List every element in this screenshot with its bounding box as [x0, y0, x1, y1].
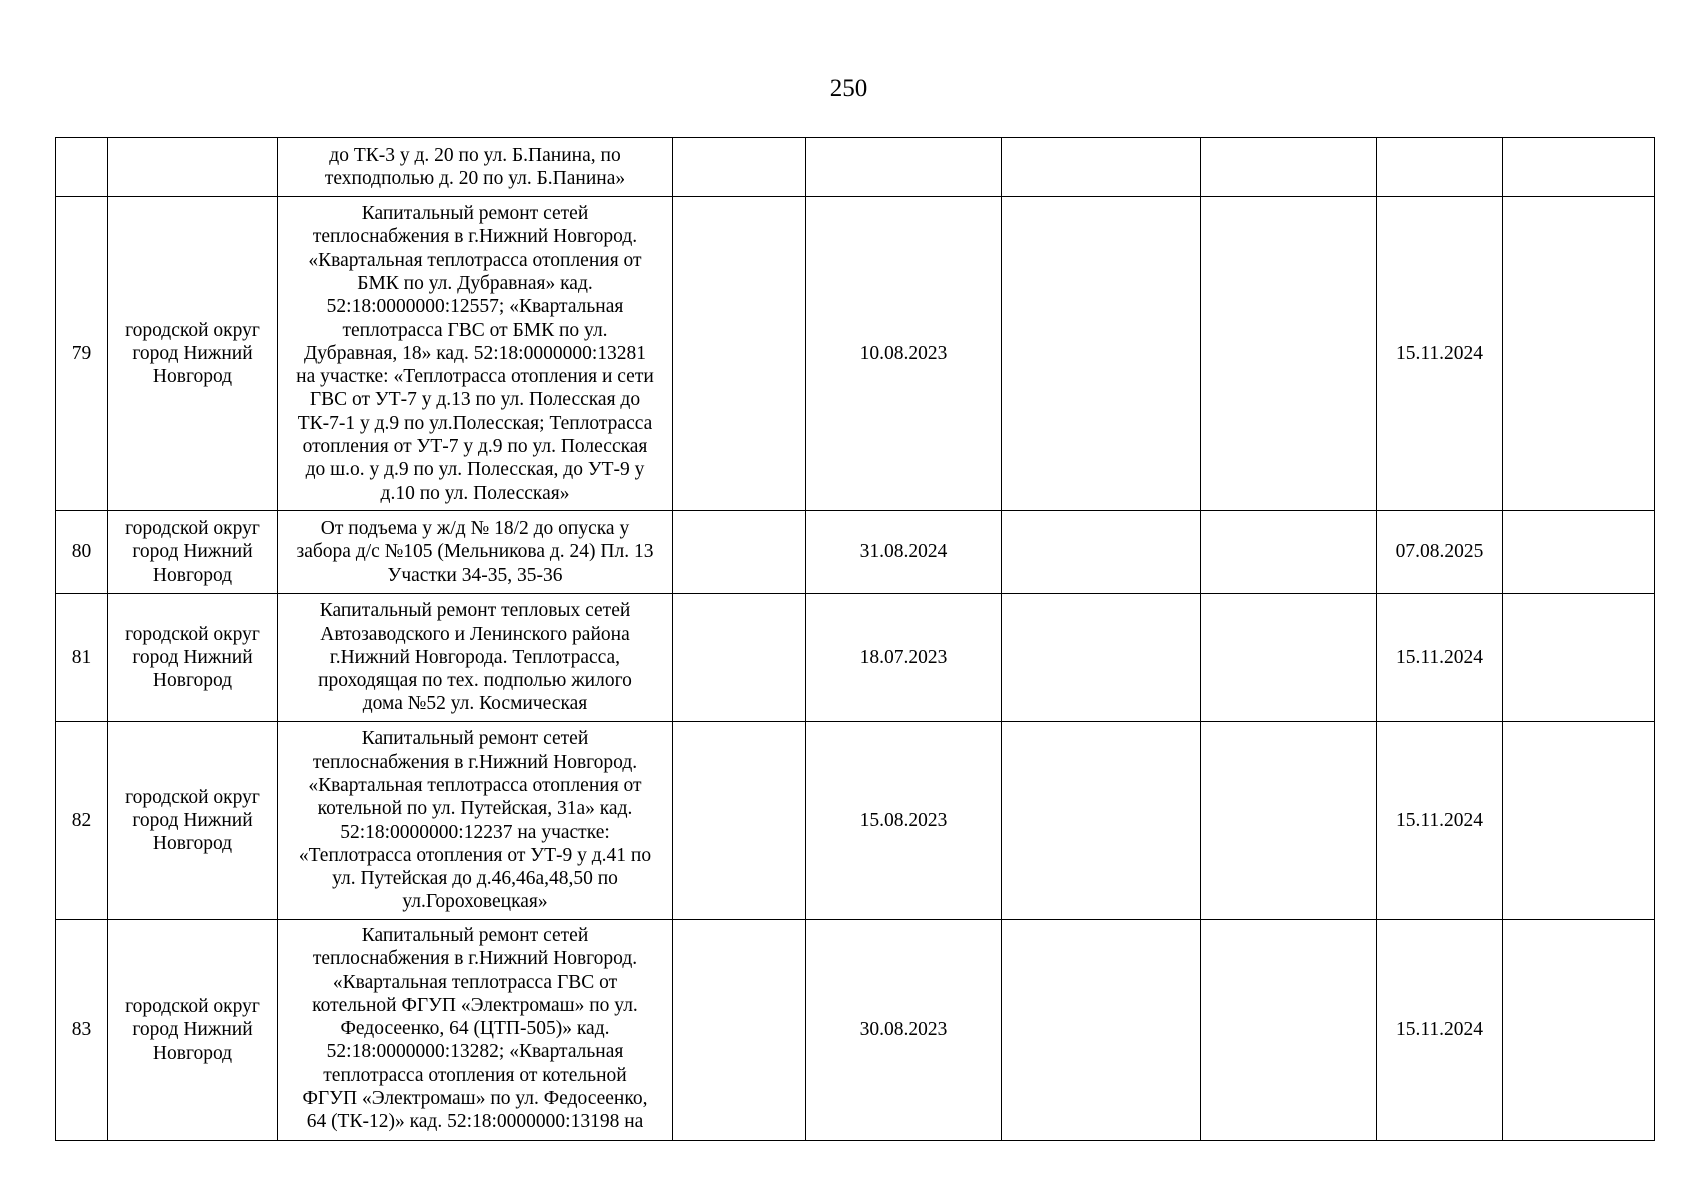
row-number-cell: 82 [56, 722, 108, 920]
table-row [56, 511, 1655, 594]
empty-cell [1002, 138, 1201, 197]
description-line: котельной ФГУП «Электромаш» по ул. [312, 994, 638, 1016]
empty-cell [673, 594, 806, 722]
end-date-cell: 15.11.2024 [1377, 197, 1503, 511]
description-line: проходящая по тех. подполью жилого [318, 670, 632, 692]
description-line: д.10 по ул. Полесская» [380, 482, 570, 504]
description-cell [278, 594, 673, 722]
table-row [56, 138, 1655, 197]
municipality-cell [108, 197, 278, 511]
municipality-line: город Нижний [132, 646, 253, 668]
municipality-line: городской округ [125, 786, 260, 808]
municipality-cell [108, 138, 278, 197]
row-number-cell [56, 138, 108, 197]
municipality-cell [108, 920, 278, 1141]
empty-cell [1201, 920, 1377, 1141]
end-date-cell: 07.08.2025 [1377, 511, 1503, 594]
description-line: ФГУП «Электромаш» по ул. Федосеенко, [302, 1088, 648, 1110]
description-line: Автозаводского и Ленинского района [320, 623, 630, 645]
description-line: «Квартальная теплотрасса ГВС от [332, 971, 618, 993]
description-line: 52:18:0000000:12557; «Квартальная [326, 296, 624, 318]
row-number-cell: 83 [56, 920, 108, 1141]
description-line: Капитальный ремонт сетей [361, 203, 589, 225]
municipality-line: городской округ [125, 996, 260, 1018]
description-line: 52:18:0000000:13282; «Квартальная [326, 1041, 624, 1063]
municipality-cell [108, 722, 278, 920]
description-line: ГВС от УТ-7 у д.13 по ул. Полесская до [309, 389, 641, 411]
empty-cell [1201, 511, 1377, 594]
municipality-cell [108, 594, 278, 722]
empty-cell [673, 511, 806, 594]
municipality-line: город Нижний [132, 809, 253, 831]
description-line: БМК по ул. Дубравная» кад. [357, 272, 593, 294]
empty-cell [1201, 594, 1377, 722]
municipality-line: город Нижний [132, 541, 253, 563]
table-row [56, 722, 1655, 920]
empty-cell [1002, 511, 1201, 594]
municipality-line: Новгород [152, 833, 233, 855]
empty-cell [673, 197, 806, 511]
start-date-cell: 30.08.2023 [806, 920, 1002, 1141]
empty-cell [1002, 722, 1201, 920]
page-number: 250 [829, 75, 868, 102]
empty-cell [1503, 594, 1655, 722]
table-row [56, 197, 1655, 511]
description-line: дома №52 ул. Космическая [362, 693, 588, 715]
description-line: ТК-7-1 у д.9 по ул.Полесская; Теплотрасса [297, 412, 653, 434]
start-date-cell [806, 138, 1002, 197]
description-cell [278, 920, 673, 1141]
empty-cell [1002, 594, 1201, 722]
empty-cell [1002, 920, 1201, 1141]
description-line: ул. Путейская до д.46,46а,48,50 по [332, 868, 618, 890]
municipality-line: Новгород [152, 1042, 233, 1064]
description-line: до ш.о. у д.9 по ул. Полесская, до УТ-9 у [305, 459, 645, 481]
description-line: на участке: «Теплотрасса отопления и сети [296, 366, 654, 388]
description-line: Капитальный ремонт сетей [361, 925, 589, 946]
description-line: забора д/с №105 (Мельникова д. 24) Пл. 13 [296, 541, 654, 563]
empty-cell [673, 920, 806, 1141]
municipality-line: город Нижний [132, 342, 253, 364]
description-line: теплоснабжения в г.Нижний Новгород. [312, 226, 638, 248]
municipality-line: Новгород [152, 670, 233, 692]
empty-cell [1503, 197, 1655, 511]
description-line: теплотрасса отопления от котельной [323, 1064, 627, 1086]
description-line: теплоснабжения в г.Нижний Новгород. [312, 751, 638, 773]
empty-cell [1201, 138, 1377, 197]
description-line: техподполью д. 20 по ул. Б.Панина» [324, 168, 626, 189]
description-line: теплоснабжения в г.Нижний Новгород. [312, 948, 638, 970]
table-row [56, 920, 1655, 1141]
empty-cell [1201, 197, 1377, 511]
empty-cell [1503, 920, 1655, 1141]
municipality-line: городской округ [125, 518, 260, 540]
description-line: г.Нижний Новгорода. Теплотрасса, [329, 646, 621, 668]
empty-cell [1503, 511, 1655, 594]
description-line: котельной по ул. Путейская, 31а» кад. [317, 798, 633, 820]
description-line: «Квартальная теплотрасса отопления от [308, 249, 642, 271]
row-number-cell: 81 [56, 594, 108, 722]
start-date-cell: 15.08.2023 [806, 722, 1002, 920]
description-line: Капитальный ремонт тепловых сетей [319, 600, 631, 622]
empty-cell [673, 138, 806, 197]
empty-cell [1503, 138, 1655, 197]
empty-cell [1503, 722, 1655, 920]
description-line: «Теплотрасса отопления от УТ-9 у д.41 по [298, 844, 652, 866]
start-date-cell: 31.08.2024 [806, 511, 1002, 594]
end-date-cell: 15.11.2024 [1377, 594, 1503, 722]
start-date-cell: 10.08.2023 [806, 197, 1002, 511]
description-line: отопления от УТ-7 у д.9 по ул. Полесская [302, 436, 648, 458]
description-cell [278, 511, 673, 594]
municipality-cell [108, 511, 278, 594]
description-line: Федосеенко, 64 (ЦТП-505)» кад. [340, 1018, 610, 1040]
municipality-line: городской округ [125, 623, 260, 645]
description-line: Участки 34-35, 35-36 [387, 564, 563, 586]
description-line: Капитальный ремонт сетей [361, 728, 589, 750]
end-date-cell [1377, 138, 1503, 197]
description-cell [278, 722, 673, 920]
description-line: «Квартальная теплотрасса отопления от [308, 774, 642, 796]
description-line: От подъема у ж/д № 18/2 до опуска у [320, 518, 630, 540]
description-cell [278, 197, 673, 511]
data-table [55, 137, 1655, 1141]
empty-cell [1002, 197, 1201, 511]
description-line: Дубравная, 18» кад. 52:18:0000000:13281 [303, 342, 647, 364]
row-number-cell: 79 [56, 197, 108, 511]
description-cell [278, 138, 673, 197]
municipality-line: Новгород [152, 366, 233, 388]
table-row [56, 594, 1655, 722]
description-line: 64 (ТК-12)» кад. 52:18:0000000:13198 на [306, 1111, 644, 1133]
empty-cell [1201, 722, 1377, 920]
description-line: 52:18:0000000:12237 на участке: [340, 821, 610, 843]
start-date-cell: 18.07.2023 [806, 594, 1002, 722]
description-line: ул.Гороховецкая» [402, 891, 548, 913]
municipality-line: город Нижний [132, 1019, 253, 1041]
description-line: теплотрасса ГВС от БМК по ул. [342, 319, 608, 341]
description-line: до ТК-3 у д. 20 по ул. Б.Панина, по [329, 144, 621, 166]
municipality-line: Новгород [152, 564, 233, 586]
end-date-cell: 15.11.2024 [1377, 722, 1503, 920]
row-number-cell: 80 [56, 511, 108, 594]
municipality-line: городской округ [125, 319, 260, 341]
empty-cell [673, 722, 806, 920]
end-date-cell: 15.11.2024 [1377, 920, 1503, 1141]
